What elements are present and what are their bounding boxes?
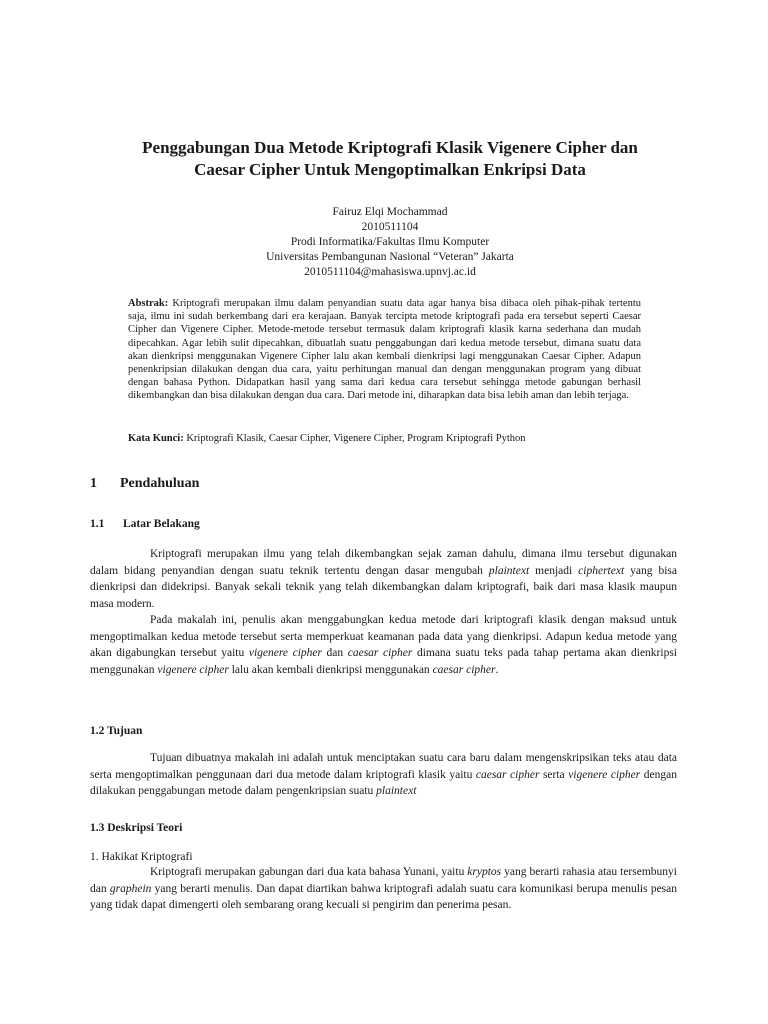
keywords — [128, 432, 641, 445]
sub-heading-hakikat-kriptografi: 1. Hakikat Kriptografi — [90, 851, 193, 863]
term-plaintext: plaintext — [376, 785, 417, 797]
tujuan-paragraph: Tujuan dibuatnya makalah ini adalah untuk menciptakan suatu cara baru dalam mengenskripsikan teks atau data serta mengoptimalkan penggunaan dari dua metode dalam kriptografi klasik yaitu caesar cipher serta vigenere cipher dengan dilakukan penggabungan metode dalam pengenkripsian suatu plaintext — [90, 752, 677, 797]
subsection-number: 1.1 — [90, 518, 105, 530]
term-graphein: graphein — [109, 882, 152, 895]
keywords-text: Kriptografi Klasik, Caesar Cipher, Vigenere Cipher, Program Kriptografi Python — [186, 433, 526, 444]
keywords-label: Kata Kunci: — [128, 433, 184, 444]
abstract-label: Abstrak: — [128, 298, 169, 309]
term-caesar-cipher: caesar cipher — [432, 663, 496, 676]
paper-title-line2: Caesar Cipher Untuk Mengoptimalkan Enkripsi Data — [194, 160, 586, 179]
term-plaintext: plaintext — [488, 564, 530, 577]
abstract — [128, 297, 641, 403]
subsection-heading-tujuan: 1.2 Tujuan — [90, 725, 143, 737]
author-id: 2010511104 — [361, 221, 419, 233]
author-email: 2010511104@mahasiswa.upnvj.ac.id — [304, 266, 476, 278]
term-vigenere-cipher: vigenere cipher — [248, 647, 322, 659]
hakikat-paragraph: Kriptografi merupakan gabungan dari dua kata bahasa Yunani, yaitu kryptos yang berarti rahasia atau tersembunyi dan graphein yang berarti menulis. Dan dapat diartikan bahwa kriptografi adalah suatu cara komunikasi berupa menulis pesan yang tidak dapat dimengerti oleh sembarang orang kecuali si pengirim dan penerima pesan. — [90, 866, 677, 911]
author-university: Universitas Pembangunan Nasional “Veteran” Jakarta — [266, 251, 514, 263]
term-caesar-cipher: caesar cipher — [475, 768, 540, 781]
term-caesar-cipher: caesar cipher — [347, 647, 413, 659]
term-vigenere-cipher: vigenere cipher — [157, 663, 229, 676]
subsection-heading-deskripsi-teori: 1.3 Deskripsi Teori — [90, 822, 183, 834]
subsection-heading-latar-belakang — [90, 518, 200, 530]
author-program: Prodi Informatika/Fakultas Ilmu Komputer — [290, 236, 490, 248]
term-kryptos: kryptos — [467, 866, 502, 878]
term-vigenere-cipher: vigenere cipher — [568, 768, 641, 781]
paper-title-line1: Penggabungan Dua Metode Kriptografi Klasik Vigenere Cipher dan — [142, 138, 638, 157]
term-ciphertext: ciphertext — [578, 564, 625, 577]
latar-belakang-paragraph-2: Pada makalah ini, penulis akan menggabungkan kedua metode dari kriptografi klasik dengan maksud untuk mengoptimalkan kedua metode tersebut serta memperkuat keamanan pada data yang dienkripsi. Adapun kedua metode yang akan digabungkan tersebut yaitu vigenere cipher dan caesar cipher dimana suatu teks pada tahap pertama akan dienkripsi menggunakan vigenere cipher lalu akan kembali dienkripsi menggunakan caesar cipher. — [90, 614, 677, 676]
section-heading-pendahuluan — [90, 476, 199, 492]
section-title: Pendahuluan — [120, 476, 200, 491]
latar-belakang-paragraph-1: Kriptografi merupakan ilmu yang telah dikembangkan sejak zaman dahulu, dimana ilmu tersebut digunakan dalam bidang penyandian dengan suatu teknik tertentu dengan dasar mengubah plaintext menjadi ciphertext yang bisa dienkripsi dan didekripsi. Banyak sekali teknik yang telah dikembangkan dalam kriptografi, baik dari masa klasik maupun masa modern. — [90, 548, 677, 610]
subsection-title: Latar Belakang — [123, 518, 200, 530]
author-name: Fairuz Elqi Mochammad — [332, 206, 448, 218]
abstract-text: Kriptografi merupakan ilmu dalam penyandian suatu data agar hanya bisa dibaca oleh pihak-pihak tertentu saja, ilmu ini sudah berkembang dari era kerajaan. Banyak tercipta metode kriptografi pada era tersebut seperti Caesar Cipher dan Vigenere Cipher. Metode-metode tersebut termasuk dalam kriptografi klasik karna sederhana dan mudah dipecahkan. Agar lebih sulit dipecahkan, dibuatlah suatu penggabungan dari kedua metode tersebut, dimana suatu data akan dienkripsi menggunakan Vigenere Cipher lalu akan kembali dienkripsi lagi menggunakan Caesar Cipher. Adapun penenkripsian dilakukan dengan dua cara, yaitu perhitungan manual dan dengan menggunakan program yang dibuat dengan bahasa Python. Didapatkan hasil yang sama dari kedua cara tersebut sehingga metode gabungan berhasil dikembangkan dan bisa dilakukan dengan dua cara. Dari metode ini, diharapkan data bisa lebih aman dan lebih terjaga. — [128, 298, 641, 402]
section-number: 1 — [90, 476, 97, 491]
paper-title — [90, 137, 690, 181]
author-block — [190, 205, 590, 280]
